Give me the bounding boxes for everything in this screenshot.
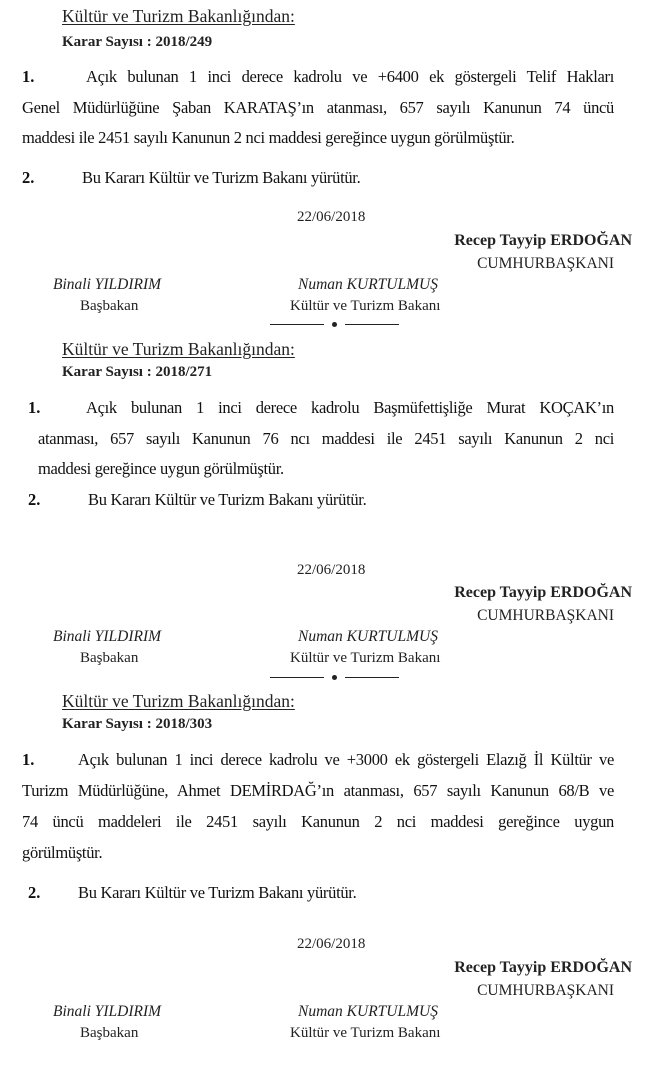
paragraph-line: Genel Müdürlüğüne Şaban KARATAŞ’ın atanması, 657 sayılı Kanunun 74 üncü (22, 98, 614, 117)
section-divider (270, 322, 399, 327)
paragraph-line: görülmüştür. (22, 843, 103, 862)
paragraph-line: 74 üncü maddeleri ile 2451 sayılı Kanunun 2 nci maddesi gereğince uygun (22, 812, 614, 831)
decree-date: 22/06/2018 (297, 936, 366, 952)
president-title: CUMHURBAŞKANI (477, 255, 614, 272)
president-title: CUMHURBAŞKANI (477, 982, 614, 999)
president-name: Recep Tayyip ERDOĞAN (454, 232, 632, 249)
execution-clause: Bu Kararı Kültür ve Turizm Bakanı yürütür. (88, 490, 367, 509)
president-title: CUMHURBAŞKANI (477, 607, 614, 624)
minister-name: Numan KURTULMUŞ (298, 276, 438, 293)
item-number: 2. (28, 883, 41, 902)
pm-name: Binali YILDIRIM (53, 276, 162, 293)
section-divider (270, 675, 399, 680)
pm-title: Başbakan (80, 650, 139, 666)
item-number: 2. (28, 490, 41, 509)
execution-clause: Bu Kararı Kültür ve Turizm Bakanı yürütür. (82, 168, 361, 187)
item-number: 1. (28, 398, 41, 417)
president-name: Recep Tayyip ERDOĞAN (454, 584, 632, 601)
ministry-heading: Kültür ve Turizm Bakanlığından: (62, 691, 295, 711)
paragraph-line: Turizm Müdürlüğüne, Ahmet DEMİRDAĞ’ın atanması, 657 sayılı Kanunun 68/B ve (22, 781, 614, 800)
item-number: 1. (22, 67, 35, 86)
execution-clause: Bu Kararı Kültür ve Turizm Bakanı yürütür. (78, 883, 357, 902)
decision-number: Karar Sayısı : 2018/271 (62, 364, 213, 380)
paragraph-line: maddesi gereğince uygun görülmüştür. (38, 459, 284, 478)
paragraph-line: Açık bulunan 1 inci derece kadrolu ve +6400 ek göstergeli Telif Hakları (86, 67, 614, 86)
paragraph-line: Açık bulunan 1 inci derece kadrolu Başmüfettişliğe Murat KOÇAK’ın (86, 398, 614, 417)
item-number: 2. (22, 168, 35, 187)
paragraph-line: maddesi ile 2451 sayılı Kanunun 2 nci maddesi gereğince uygun görülmüştür. (22, 128, 515, 147)
minister-title: Kültür ve Turizm Bakanı (290, 650, 441, 666)
minister-name: Numan KURTULMUŞ (298, 1003, 438, 1020)
decision-number: Karar Sayısı : 2018/249 (62, 34, 213, 50)
ministry-heading: Kültür ve Turizm Bakanlığından: (62, 6, 295, 26)
ministry-heading: Kültür ve Turizm Bakanlığından: (62, 339, 295, 359)
president-name: Recep Tayyip ERDOĞAN (454, 959, 632, 976)
minister-name: Numan KURTULMUŞ (298, 628, 438, 645)
paragraph-line: Açık bulunan 1 inci derece kadrolu ve +3000 ek göstergeli Elazığ İl Kültür ve (78, 750, 614, 769)
decision-number: Karar Sayısı : 2018/303 (62, 716, 213, 732)
decree-date: 22/06/2018 (297, 209, 366, 225)
minister-title: Kültür ve Turizm Bakanı (290, 298, 441, 314)
decree-date: 22/06/2018 (297, 562, 366, 578)
pm-title: Başbakan (80, 1025, 139, 1041)
pm-name: Binali YILDIRIM (53, 1003, 162, 1020)
paragraph-line: atanması, 657 sayılı Kanunun 76 ncı maddesi ile 2451 sayılı Kanunun 2 nci (38, 429, 614, 448)
pm-title: Başbakan (80, 298, 139, 314)
pm-name: Binali YILDIRIM (53, 628, 162, 645)
minister-title: Kültür ve Turizm Bakanı (290, 1025, 441, 1041)
item-number: 1. (22, 750, 35, 769)
